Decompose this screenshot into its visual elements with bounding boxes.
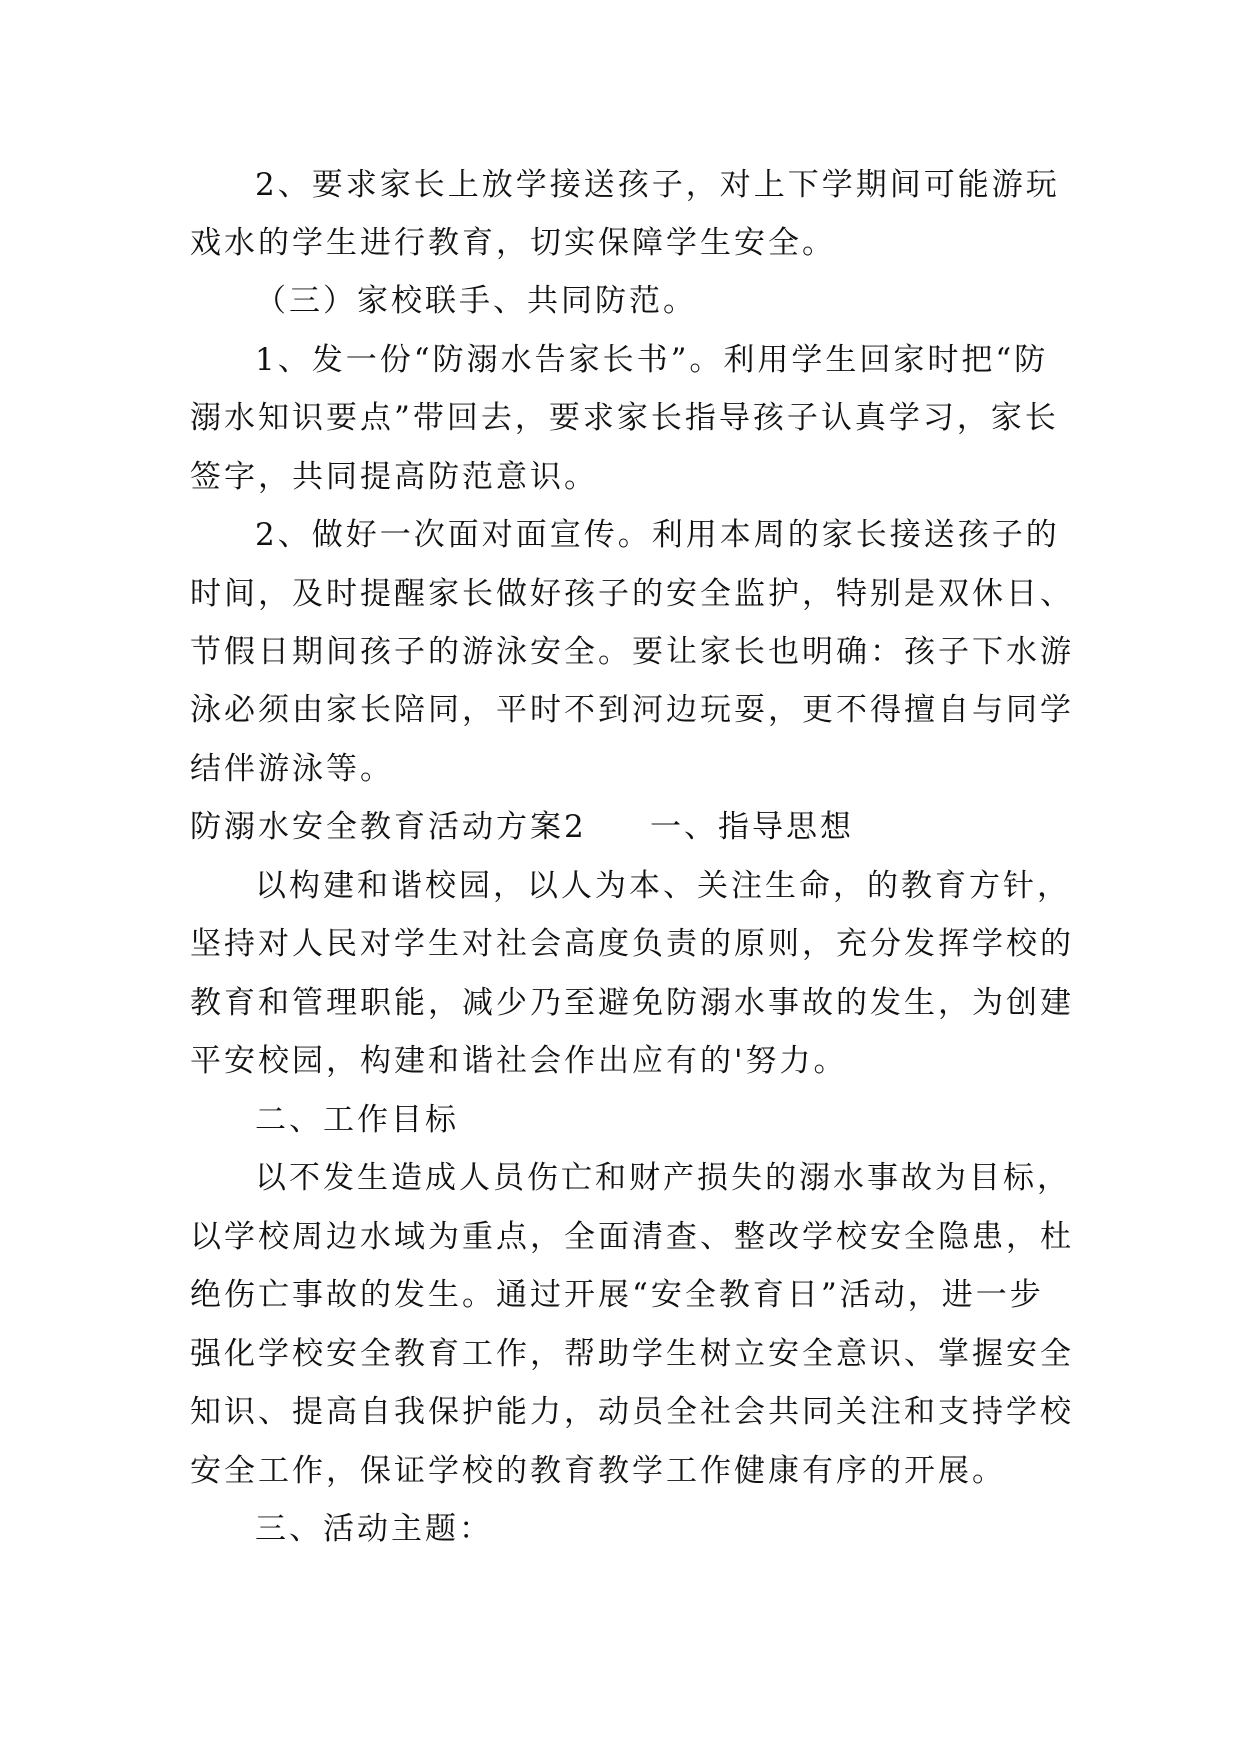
- section-heading: 三、活动主题：: [255, 1511, 493, 1547]
- document-title: 防溺水安全教育活动方案2: [190, 809, 587, 845]
- paragraph-line: 1、发一份“防溺水告家长书”。利用学生回家时把“防: [255, 342, 1049, 378]
- paragraph-line: 泳必须由家长陪同，平时不到河边玩耍，更不得擅自与同学: [190, 692, 1074, 728]
- paragraph-line: 溺水知识要点”带回去，要求家长指导孩子认真学习，家长: [190, 400, 1059, 436]
- section-heading: （三）家校联手、共同防范。: [255, 283, 697, 319]
- paragraph-line: 2、做好一次面对面宣传。利用本周的家长接送孩子的: [255, 517, 1060, 553]
- paragraph-line: 以构建和谐校园，以人为本、关注生命，的教育方针，: [255, 868, 1071, 904]
- paragraph-line: 知识、提高自我保护能力，动员全社会共同关注和支持学校: [190, 1394, 1074, 1430]
- paragraph-line: 以学校周边水域为重点，全面清查、整改学校安全隐患，杜: [190, 1219, 1074, 1255]
- paragraph-line: 节假日期间孩子的游泳安全。要让家长也明确：孩子下水游: [190, 634, 1074, 670]
- paragraph-line: 2、要求家长上放学接送孩子，对上下学期间可能游玩: [255, 167, 1060, 203]
- paragraph-line: 签字，共同提高防范意识。: [190, 459, 598, 495]
- paragraph-line: 安全工作，保证学校的教育教学工作健康有序的开展。: [190, 1453, 1006, 1489]
- paragraph-line: 结伴游泳等。: [190, 751, 394, 787]
- paragraph-line: 以不发生造成人员伤亡和财产损失的溺水事故为目标，: [255, 1160, 1071, 1196]
- section-heading: 一、指导思想: [650, 809, 854, 845]
- section-heading: 二、工作目标: [255, 1102, 459, 1138]
- paragraph-line: 绝伤亡事故的发生。通过开展“安全教育日”活动，进一步: [190, 1277, 1044, 1313]
- paragraph-line: 戏水的学生进行教育，切实保障学生安全。: [190, 225, 836, 261]
- paragraph-line: 坚持对人民对学生对社会高度负责的原则，充分发挥学校的: [190, 926, 1074, 962]
- paragraph-line: 平安校园，构建和谐社会作出应有的'努力。: [190, 1043, 848, 1079]
- paragraph-line: 时间，及时提醒家长做好孩子的安全监护，特别是双休日、: [190, 576, 1074, 612]
- paragraph-line: 教育和管理职能，减少乃至避免防溺水事故的发生，为创建: [190, 985, 1074, 1021]
- paragraph-line: 强化学校安全教育工作，帮助学生树立安全意识、掌握安全: [190, 1336, 1074, 1372]
